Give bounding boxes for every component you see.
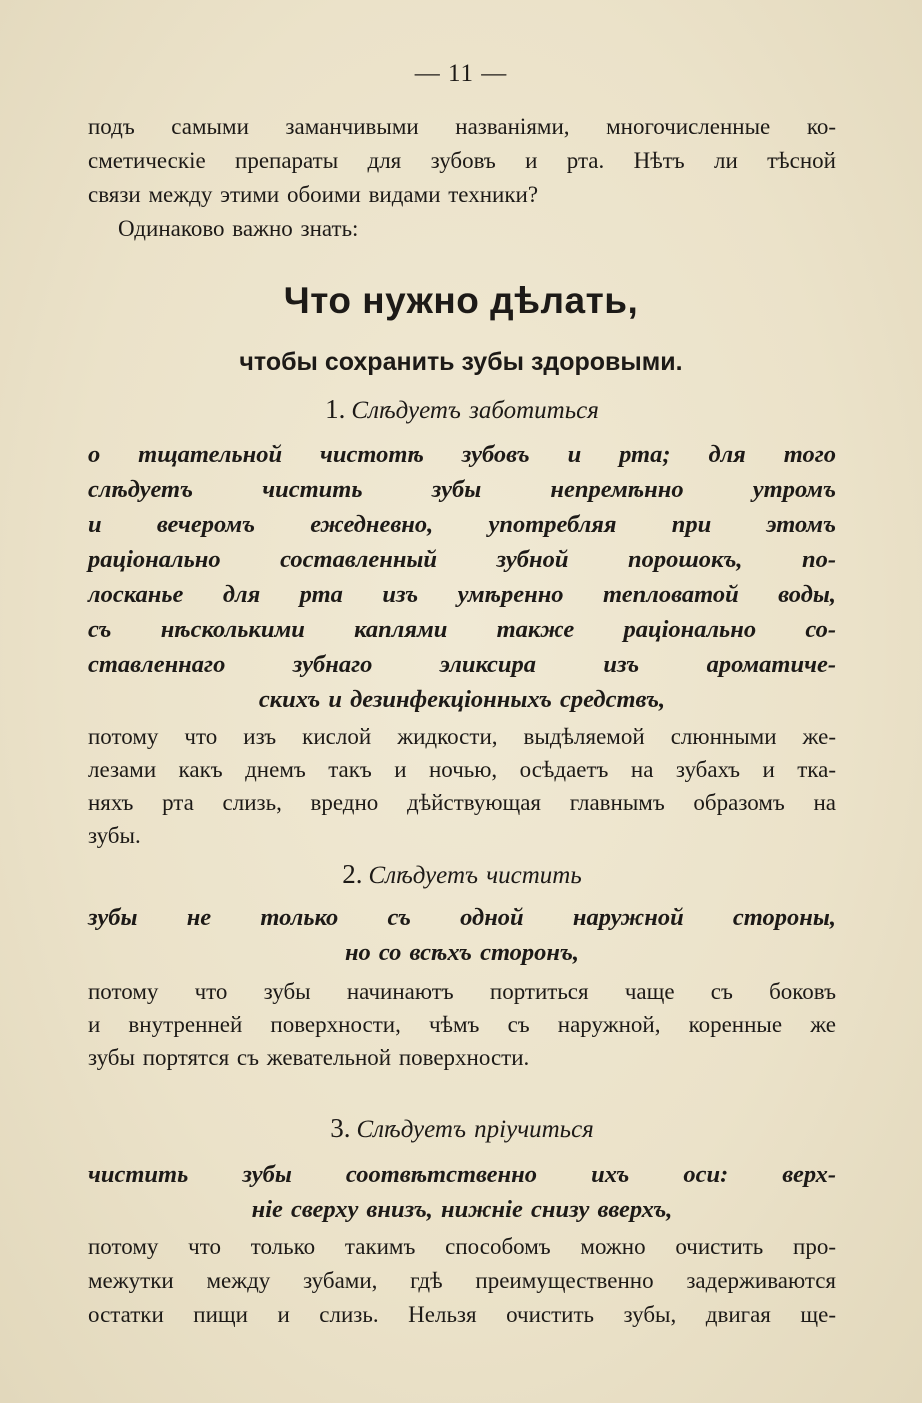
- intro-line: Одинаково важно знать:: [118, 216, 359, 241]
- page-number: — 11 —: [414, 60, 508, 87]
- rule-body-line: межутки между зубами, гдѣ преимущественно задерживаются: [88, 1268, 836, 1293]
- rule-emphasis-line: скихъ и дезинфекціонныхъ средствъ,: [258, 686, 666, 713]
- rule-emphasis-line: съ нѣсколькими каплями также раціонально со-: [88, 616, 836, 643]
- rule-body-line: потому что зубы начинаютъ портиться чаще съ боковъ: [88, 979, 836, 1004]
- rule-body-line: потому что изъ кислой жидкости, выдѣляемой слюнными же-: [88, 724, 836, 749]
- rule-number: 2.: [342, 859, 363, 889]
- rule-title-text: Слѣдуетъ заботиться: [351, 397, 599, 424]
- rule-emphasis-line: чистить зубы соотвѣтственно ихъ оси: верх-: [88, 1161, 836, 1188]
- rule-body-line: зубы.: [88, 823, 141, 848]
- rule-emphasis-line: ніе сверху внизъ, нижніе снизу вверхъ,: [251, 1196, 673, 1223]
- rule-body-line: остатки пищи и слизь. Нельзя очистить зубы, двигая ще-: [88, 1302, 836, 1327]
- rule-body-line: лезами какъ днемъ такъ и ночью, осѣдаетъ на зубахъ и тка-: [88, 757, 836, 782]
- rule-emphasis-line: но со всѣхъ сторонъ,: [344, 939, 580, 966]
- rule-body-line: зубы портятся съ жевательной поверхности.: [88, 1045, 530, 1070]
- rule-title: [88, 858, 836, 893]
- rule-body-line: потому что только такимъ способомъ можно очистить про-: [88, 1234, 836, 1259]
- rule-body-line: и внутренней поверхности, чѣмъ съ наружной, коренные же: [88, 1012, 836, 1037]
- rule-title-text: Слѣдуетъ пріучиться: [356, 1116, 594, 1143]
- rule-number: 1.: [325, 394, 346, 424]
- section-subheading: чтобы сохранить зубы здоровыми.: [239, 348, 683, 376]
- rule-emphasis-line: слѣдуетъ чистить зубы непремѣнно утромъ: [88, 476, 836, 503]
- rule-title: [88, 393, 836, 428]
- rule-title-text: Слѣдуетъ чистить: [368, 862, 582, 889]
- rule-title: [88, 1112, 836, 1147]
- rule-emphasis-line: зубы не только съ одной наружной стороны,: [88, 904, 836, 931]
- section-heading: Что нужно дѣлать,: [283, 280, 639, 321]
- intro-line: подъ самыми заманчивыми названіями, многочисленные ко-: [88, 114, 836, 139]
- rule-emphasis-line: лосканье для рта изъ умѣренно тепловатой воды,: [88, 581, 836, 608]
- rule-number: 3.: [330, 1113, 351, 1143]
- rule-body-line: няхъ рта слизь, вредно дѣйствующая главнымъ образомъ на: [88, 790, 836, 815]
- intro-line: сметическіе препараты для зубовъ и рта. Нѣтъ ли тѣсной: [88, 148, 836, 173]
- rule-emphasis-line: о тщательной чистотѣ зубовъ и рта; для того: [88, 441, 836, 468]
- rule-emphasis-line: раціонально составленный зубной порошокъ, по-: [88, 546, 836, 573]
- intro-line: связи между этими обоими видами техники?: [88, 182, 539, 207]
- rule-emphasis-line: и вечеромъ ежедневно, употребляя при этомъ: [88, 511, 836, 538]
- rule-emphasis-line: ставленнаго зубнаго эликсира изъ ароматиче-: [88, 651, 836, 678]
